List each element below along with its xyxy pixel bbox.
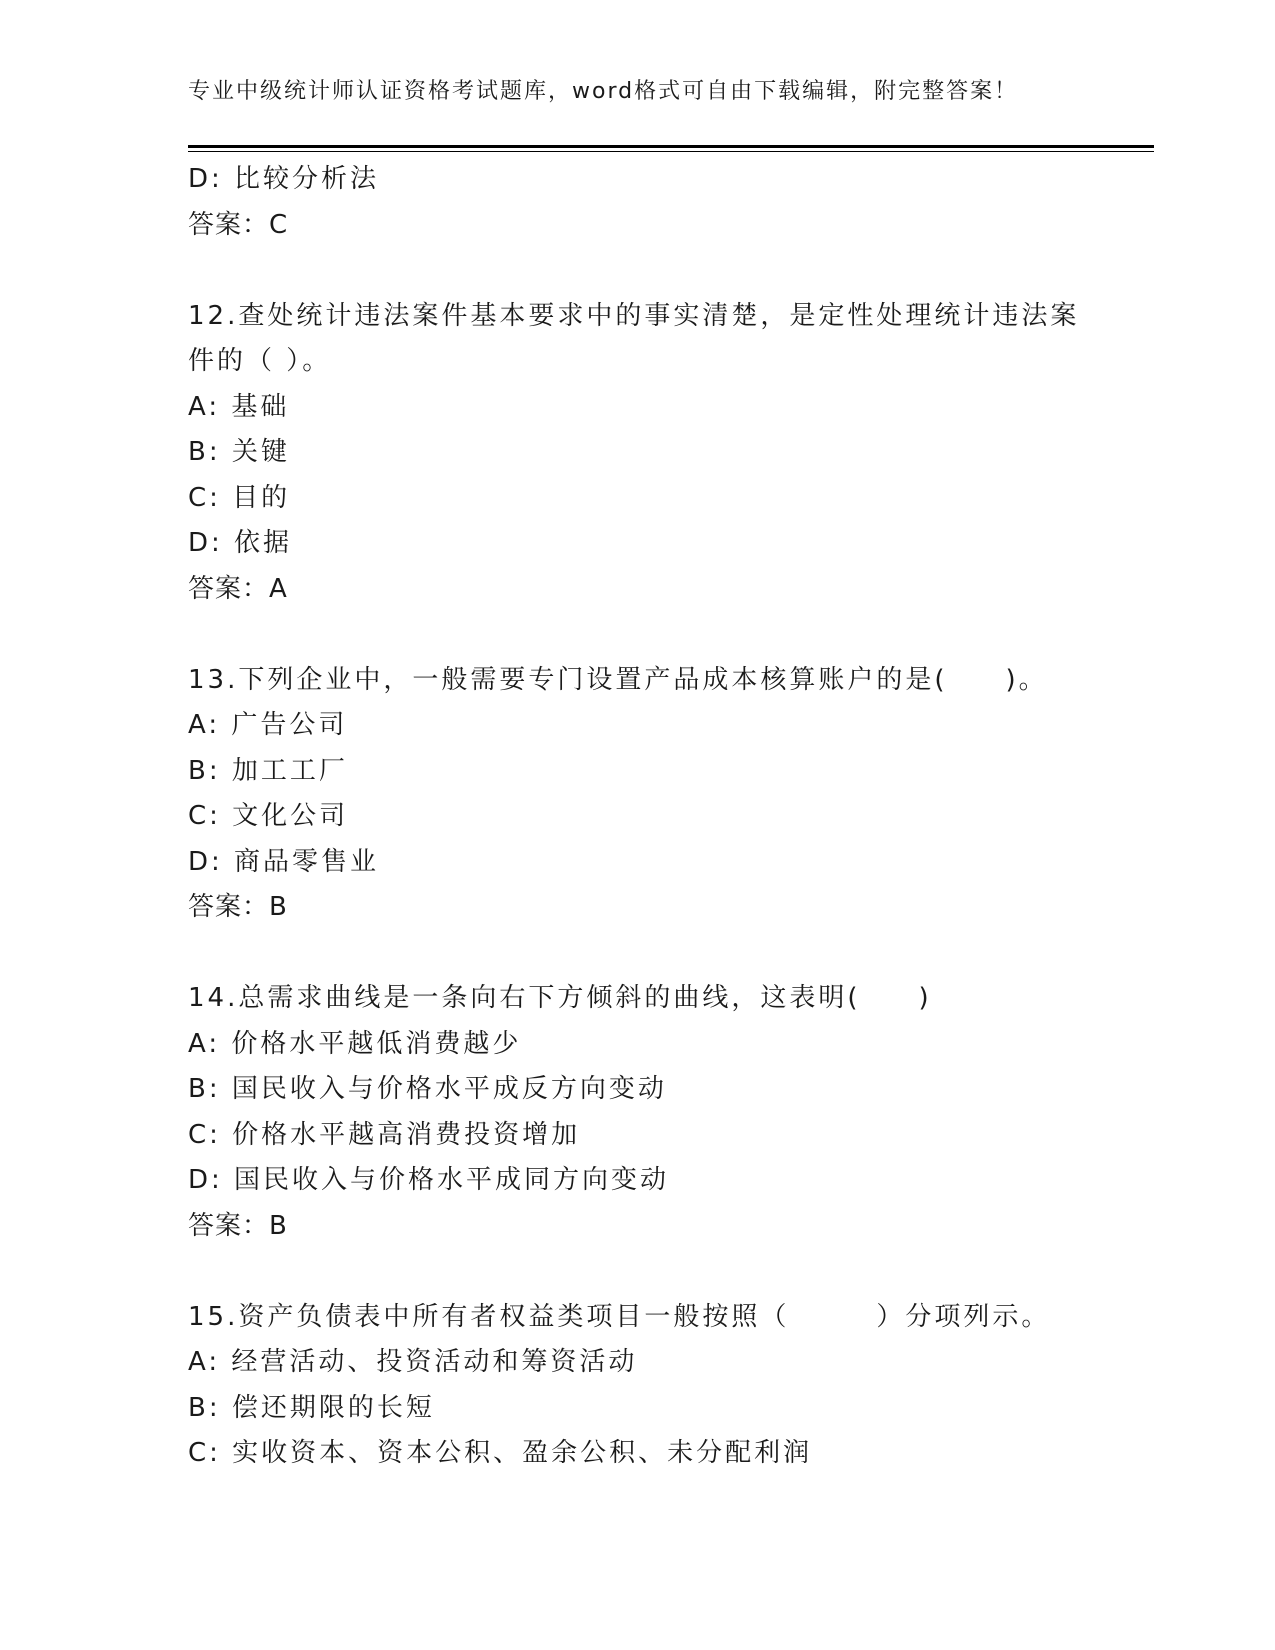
option-b: B: 加工工厂 <box>188 755 348 786</box>
question-14 <box>188 976 1148 1249</box>
question-stem: 12.查处统计违法案件基本要求中的事实清楚，是定性处理统计违法案 <box>188 300 1080 331</box>
spacer <box>188 612 1148 658</box>
option-d: D: 依据 <box>188 528 293 558</box>
option-c: C: 实收资本、资本公积、盈余公积、未分配利润 <box>188 1438 813 1468</box>
answer-line: 答案：C <box>188 209 289 240</box>
option-d: D: 比较分析法 <box>188 164 380 194</box>
option-a: A: 基础 <box>188 391 290 422</box>
option-c: C: 价格水平越高消费投资增加 <box>188 1119 581 1150</box>
answer-line: 答案：B <box>188 1210 288 1241</box>
option-c: C: 目的 <box>188 482 291 513</box>
option-d: D: 国民收入与价格水平成同方向变动 <box>188 1165 670 1195</box>
option-b: B: 关键 <box>188 437 290 467</box>
question-15 <box>188 1295 1148 1477</box>
spacer <box>188 248 1148 294</box>
option-c: C: 文化公司 <box>188 801 349 831</box>
question-stem: 14.总需求曲线是一条向右下方倾斜的曲线，这表明( ) <box>188 983 932 1013</box>
question-12 <box>188 294 1148 613</box>
question-stem: 15.资产负债表中所有者权益类项目一般按照（ ）分项列示。 <box>188 1301 1051 1332</box>
page-header: 专业中级统计师认证资格考试题库，word格式可自由下载编辑，附完整答案！ <box>188 79 1019 104</box>
question-stem: 件的（ ）。 <box>188 346 332 376</box>
option-d: D: 商品零售业 <box>188 846 380 877</box>
option-b: B: 偿还期限的长短 <box>188 1392 435 1423</box>
option-a: A: 价格水平越低消费越少 <box>188 1028 522 1059</box>
question-13 <box>188 658 1148 931</box>
spacer <box>188 931 1148 977</box>
answer-line: 答案：A <box>188 573 288 604</box>
header-rule-thick <box>188 145 1154 148</box>
answer-line: 答案：B <box>188 892 288 922</box>
spacer <box>188 1249 1148 1295</box>
option-a: A: 经营活动、投资活动和筹资活动 <box>188 1347 638 1377</box>
option-a: A: 广告公司 <box>188 710 348 740</box>
question-content <box>188 157 1148 1477</box>
header-rule-thin <box>188 151 1154 152</box>
option-b: B: 国民收入与价格水平成反方向变动 <box>188 1074 667 1104</box>
question-stem: 13.下列企业中，一般需要专门设置产品成本核算账户的是( )。 <box>188 664 1048 695</box>
